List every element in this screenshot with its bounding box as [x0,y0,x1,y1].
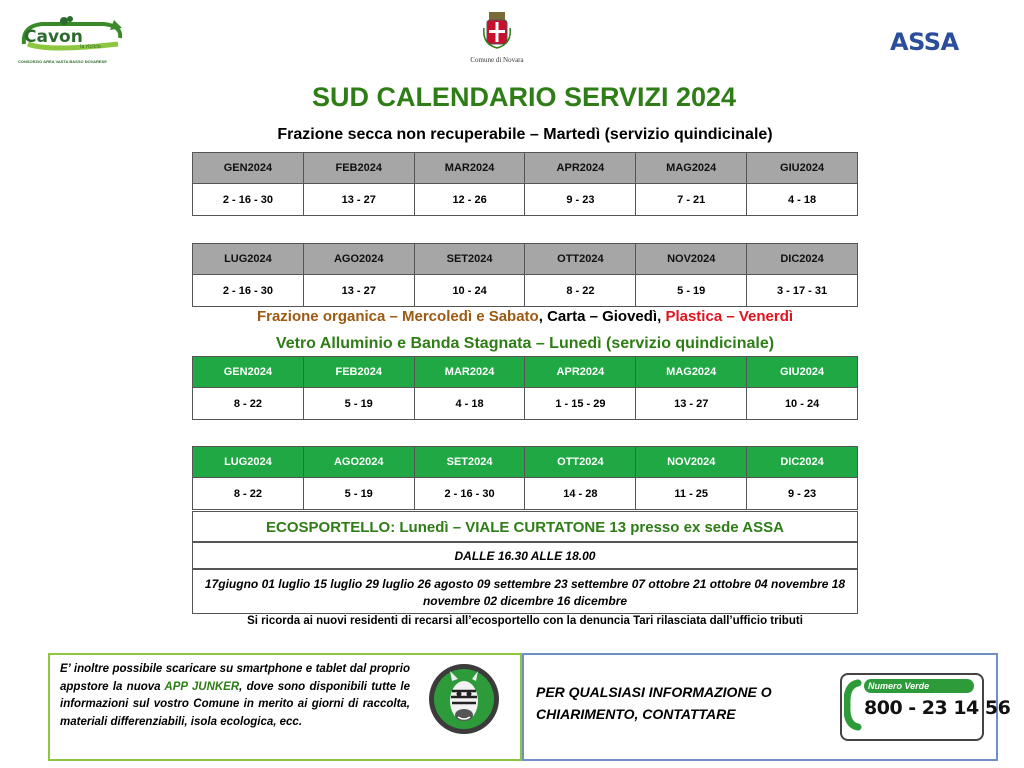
date-cell: 11 - 25 [636,478,747,510]
date-cell: 10 - 24 [414,275,525,307]
vetro-section-title: Vetro Alluminio e Banda Stagnata – Lunedì (servizio quindicinale) [275,335,775,352]
cavon-logo [18,14,128,64]
month-header: OTT2024 [525,244,636,275]
date-cell: 2 - 16 - 30 [193,275,304,307]
month-header: APR2024 [525,357,636,388]
secca-table-1 [192,152,858,216]
date-cell: 8 - 22 [193,388,304,420]
phone-number[interactable]: 800 - 23 14 56 [864,697,1011,719]
cavon-logo-graphic [18,14,128,54]
contact-text: PER QUALSIASI INFORMAZIONE O CHIARIMENTO, CONTATTARE [536,684,772,722]
date-cell: 8 - 22 [525,275,636,307]
secca-section-title: Frazione secca non recuperabile – Martedì (servizio quindicinale) [277,126,773,143]
carta-service: Carta – Giovedì [547,308,658,325]
month-header: FEB2024 [303,153,414,184]
phone-icon [844,679,862,731]
date-cell: 13 - 27 [303,184,414,216]
vetro-table-2 [192,446,858,510]
other-services-line [192,308,858,325]
novara-crest-icon [482,10,512,50]
date-cell: 3 - 17 - 31 [747,275,858,307]
date-cell: 1 - 15 - 29 [525,388,636,420]
ecosportello-note: Si ricorda ai nuovi residenti di recarsi all’ecosportello con la denuncia Tari rilasciata dall’ufficio tributi [247,615,803,627]
date-cell: 9 - 23 [525,184,636,216]
month-header: MAR2024 [414,357,525,388]
month-header: SET2024 [414,447,525,478]
numero-verde-badge [840,673,1011,741]
month-header: AGO2024 [303,447,414,478]
organica-service: Frazione organica – Mercoledì e Sabato [256,308,539,325]
novara-logo [462,10,532,62]
date-cell: 5 - 19 [303,478,414,510]
app-name: APP JUNKER [164,680,240,693]
app-info-box [48,653,522,761]
date-cell: 8 - 22 [193,478,304,510]
month-header: SET2024 [414,244,525,275]
month-header: NOV2024 [636,447,747,478]
date-cell: 13 - 27 [636,388,747,420]
date-cell: 5 - 19 [636,275,747,307]
app-text-part2: , dove sono disponibili tutte le informazioni sul vostro Comune in merito ai giorni di raccolta, materiali differenziabili, isola ecologica, ecc. [60,680,410,728]
month-header: MAG2024 [636,357,747,388]
numero-verde-label: Numero Verde [864,679,974,693]
date-cell: 4 - 18 [747,184,858,216]
date-cell: 2 - 16 - 30 [414,478,525,510]
novara-label: Comune di Novara [470,56,524,64]
month-header: GIU2024 [747,153,858,184]
month-header: GIU2024 [747,357,858,388]
month-header: MAR2024 [414,153,525,184]
assa-logo-text: ASSA [890,28,959,56]
vetro-table-1 [192,356,858,420]
month-header: GEN2024 [193,357,304,388]
date-cell: 13 - 27 [303,275,414,307]
svg-text:Cavon: Cavon [24,27,83,47]
separator: , [538,308,543,325]
date-cell: 14 - 28 [525,478,636,510]
assa-logo [890,28,970,58]
date-cell: 12 - 26 [414,184,525,216]
month-header: DIC2024 [747,447,858,478]
contact-box [522,653,1011,761]
month-header: MAG2024 [636,153,747,184]
month-header: GEN2024 [193,153,304,184]
month-header: NOV2024 [636,244,747,275]
month-header: OTT2024 [525,447,636,478]
app-junker-icon [428,663,500,735]
ecosportello-title: ECOSPORTELLO: Lunedì – VIALE CURTATONE 13 presso ex sede ASSA [192,511,858,542]
month-header: DIC2024 [747,244,858,275]
cavon-subtitle: CONSORZIO AREA VASTA BASSO NOVARESE [18,59,107,64]
month-header: FEB2024 [303,357,414,388]
month-header: APR2024 [525,153,636,184]
date-cell: 2 - 16 - 30 [193,184,304,216]
separator: , [657,308,662,325]
date-cell: 9 - 23 [747,478,858,510]
app-text-part1: E’ inoltre possibile scaricare su smartphone e tablet dal proprio appstore la nuova [60,663,410,693]
plastica-service: Plastica – Venerdì [665,308,794,325]
svg-text:la riciclo: la riciclo [80,44,101,50]
secca-table-2 [192,243,858,307]
ecosportello-hours: DALLE 16.30 ALLE 18.00 [192,542,858,569]
ecosportello-dates: 17giugno 01 luglio 15 luglio 29 luglio 26 agosto 09 settembre 23 settembre 07 ottobre 21 ottobre 04 novembre 18 novembre 02 dicembre 16 dicembre [192,569,858,614]
date-cell: 4 - 18 [414,388,525,420]
date-cell: 10 - 24 [747,388,858,420]
month-header: LUG2024 [193,447,304,478]
date-cell: 5 - 19 [303,388,414,420]
month-header: AGO2024 [303,244,414,275]
app-info-text [60,661,410,731]
date-cell: 7 - 21 [636,184,747,216]
page-title: SUD CALENDARIO SERVIZI 2024 [311,82,737,112]
month-header: LUG2024 [193,244,304,275]
